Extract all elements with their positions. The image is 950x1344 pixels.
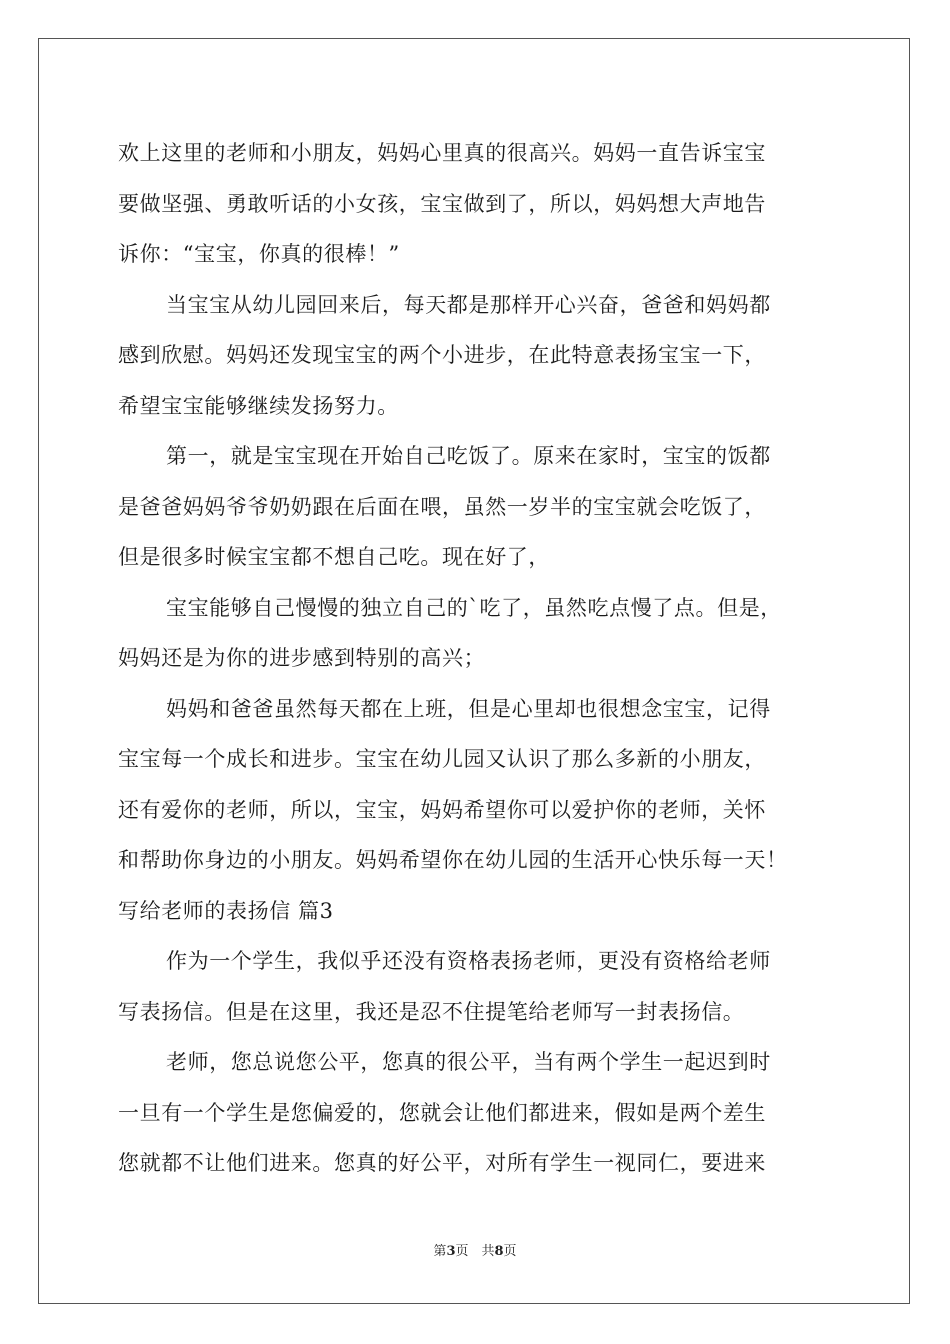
page-footer [0,1240,950,1259]
body-line: 但是很多时候宝宝都不想自己吃。现在好了， [118,545,550,569]
paragraph-start-line: 老师，您总说您公平，您真的很公平，当有两个学生一起迟到时 [166,1050,771,1074]
body-line: 还有爱你的老师，所以，宝宝，妈妈希望你可以爱护你的老师，关怀 [118,797,766,822]
body-line: 欢上这里的老师和小朋友，妈妈心里真的很高兴。妈妈一直告诉宝宝 [118,141,766,165]
paragraph-start-line: 作为一个学生，我似乎还没有资格表扬老师，更没有资格给老师 [166,949,771,973]
body-line: 妈妈还是为你的进步感到特别的高兴； [118,646,486,670]
body-line: 您就都不让他们进来。您真的好公平，对所有学生一视同仁，要进来 [118,1151,766,1175]
paragraph-start-line: 当宝宝从幼儿园回来后，每天都是那样开心兴奋，爸爸和妈妈都 [166,292,771,317]
total-page-count: 8 [494,1244,504,1259]
paragraph-start-line: 第一，就是宝宝现在开始自己吃饭了。原来在家时，宝宝的饭都 [166,444,771,468]
body-line: 诉你：“宝宝，你真的很棒！” [118,242,400,266]
body-line: 一旦有一个学生是您偏爱的，您就会让他们都进来，假如是两个差生 [118,1100,766,1125]
body-line: 写表扬信。但是在这里，我还是忍不住提笔给老师写一封表扬信。 [118,999,745,1024]
paragraph-start-line: 宝宝能够自己慢慢的独立自己的`吃了，虽然吃点慢了点。但是， [166,595,782,620]
body-line: 希望宝宝能够继续发扬努力。 [118,393,399,418]
current-page-number: 3 [446,1244,456,1259]
footer-prefix: 第 [433,1244,447,1259]
body-line: 和帮助你身边的小朋友。妈妈希望你在幼儿园的生活开心快乐每一天！ [118,848,788,872]
body-line: 宝宝每一个成长和进步。宝宝在幼儿园又认识了那么多新的小朋友， [118,747,766,771]
body-line: 是爸爸妈妈爷爷奶奶跟在后面在喂，虽然一岁半的宝宝就会吃饭了， [118,494,766,519]
body-line: 感到欣慰。妈妈还发现宝宝的两个小进步，在此特意表扬宝宝一下， [118,343,766,367]
footer-suffix: 页 [503,1244,517,1259]
footer-middle: 页 共 [455,1244,495,1259]
body-line: 要做坚强、勇敢听话的小女孩，宝宝做到了，所以，妈妈想大声地告 [118,191,766,216]
section-heading: 写给老师的表扬信 篇3 [118,898,334,923]
document-body [118,128,838,1189]
paragraph-start-line: 妈妈和爸爸虽然每天都在上班，但是心里却也很想念宝宝，记得 [166,696,771,721]
